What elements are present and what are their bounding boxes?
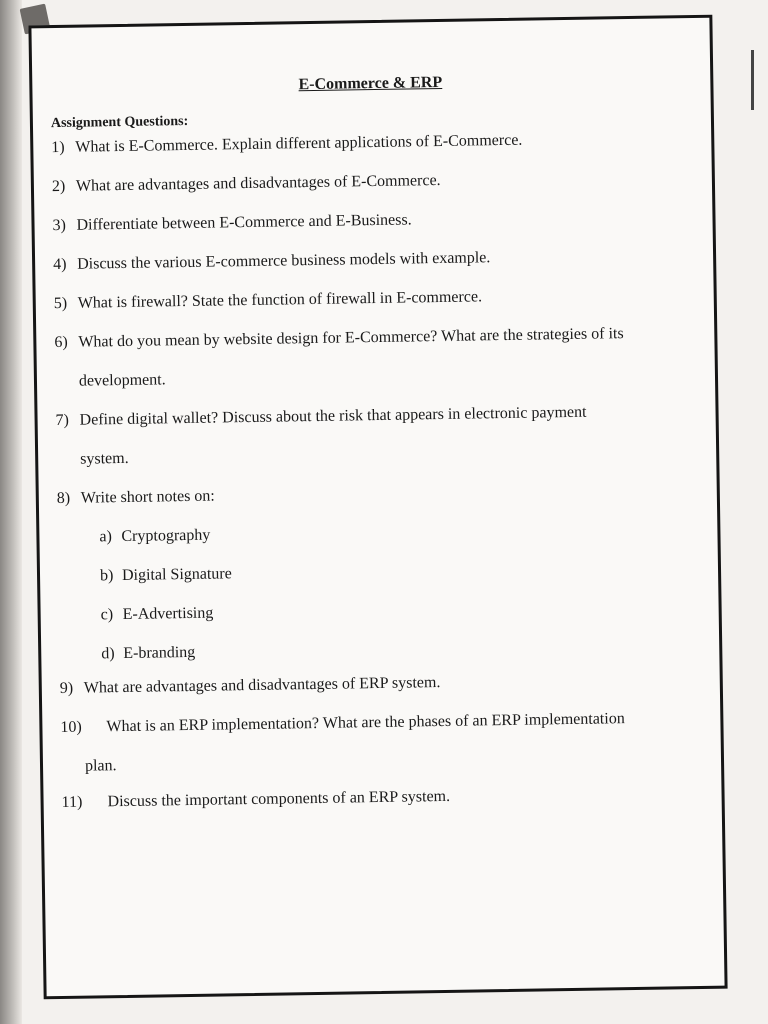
question-number: 11)	[61, 793, 83, 812]
short-note-item	[57, 518, 697, 548]
question-item	[54, 323, 694, 353]
short-note-letter: c)	[100, 606, 114, 624]
question-item	[52, 167, 692, 197]
short-note-text: Cryptography	[121, 526, 211, 546]
assignment-heading: Assignment Questions:	[50, 113, 189, 132]
short-note-letter: d)	[101, 645, 115, 663]
question-continuation: plan.	[84, 757, 117, 775]
page-edge-shadow	[0, 0, 22, 1024]
question-text: Write short notes on:	[80, 487, 215, 507]
question-text: What are advantages and disadvantages of E-Commerce.	[75, 171, 441, 195]
question-text: What is firewall? State the function of firewall in E-commerce.	[77, 288, 483, 312]
question-text: Differentiate between E-Commerce and E-Business.	[76, 211, 412, 234]
question-item	[53, 245, 693, 275]
question-text: Discuss the important components of an ERP system.	[107, 787, 451, 811]
short-note-item	[59, 635, 699, 665]
question-item	[52, 206, 692, 236]
question-number: 8)	[56, 489, 71, 508]
short-note-item	[58, 557, 698, 587]
question-number: 5)	[53, 294, 68, 313]
short-note-letter: b)	[99, 567, 114, 585]
question-continuation: development.	[78, 371, 166, 390]
question-number: 7)	[55, 411, 70, 430]
question-item	[55, 401, 695, 431]
short-note-text: E-branding	[123, 643, 196, 663]
question-text: What do you mean by website design for E-Commerce? What are the strategies of its	[78, 325, 624, 351]
document-title: E-Commerce & ERP	[298, 73, 443, 94]
question-item	[54, 284, 694, 314]
question-number: 6)	[54, 333, 68, 352]
question-item	[60, 669, 700, 699]
question-item	[61, 783, 701, 813]
question-number: 4)	[53, 255, 67, 274]
question-number: 2)	[51, 177, 66, 196]
question-number: 1)	[51, 138, 65, 157]
short-note-item	[59, 596, 699, 626]
question-continuation: system.	[80, 449, 129, 468]
short-note-text: Digital Signature	[121, 565, 232, 585]
document-content	[50, 70, 701, 813]
question-number: 9)	[59, 679, 74, 698]
question-item	[57, 479, 697, 509]
short-note-letter: a)	[99, 528, 113, 546]
short-note-text: E-Advertising	[122, 604, 214, 624]
document-page	[28, 15, 727, 1000]
question-text: Discuss the various E-commerce business models with example.	[77, 249, 491, 273]
question-item	[60, 708, 700, 738]
question-text: What are advantages and disadvantages of ERP system.	[83, 674, 441, 697]
question-text: Define digital wallet? Discuss about the risk that appears in electronic payment	[79, 403, 587, 429]
question-number: 3)	[52, 216, 66, 235]
question-text: What is an ERP implementation? What are the phases of an ERP implementation	[106, 710, 625, 736]
right-edge-mark	[751, 50, 754, 110]
question-item	[51, 128, 691, 158]
question-number: 10)	[60, 718, 82, 737]
question-text: What is E-Commerce. Explain different applications of E-Commerce.	[75, 131, 523, 156]
